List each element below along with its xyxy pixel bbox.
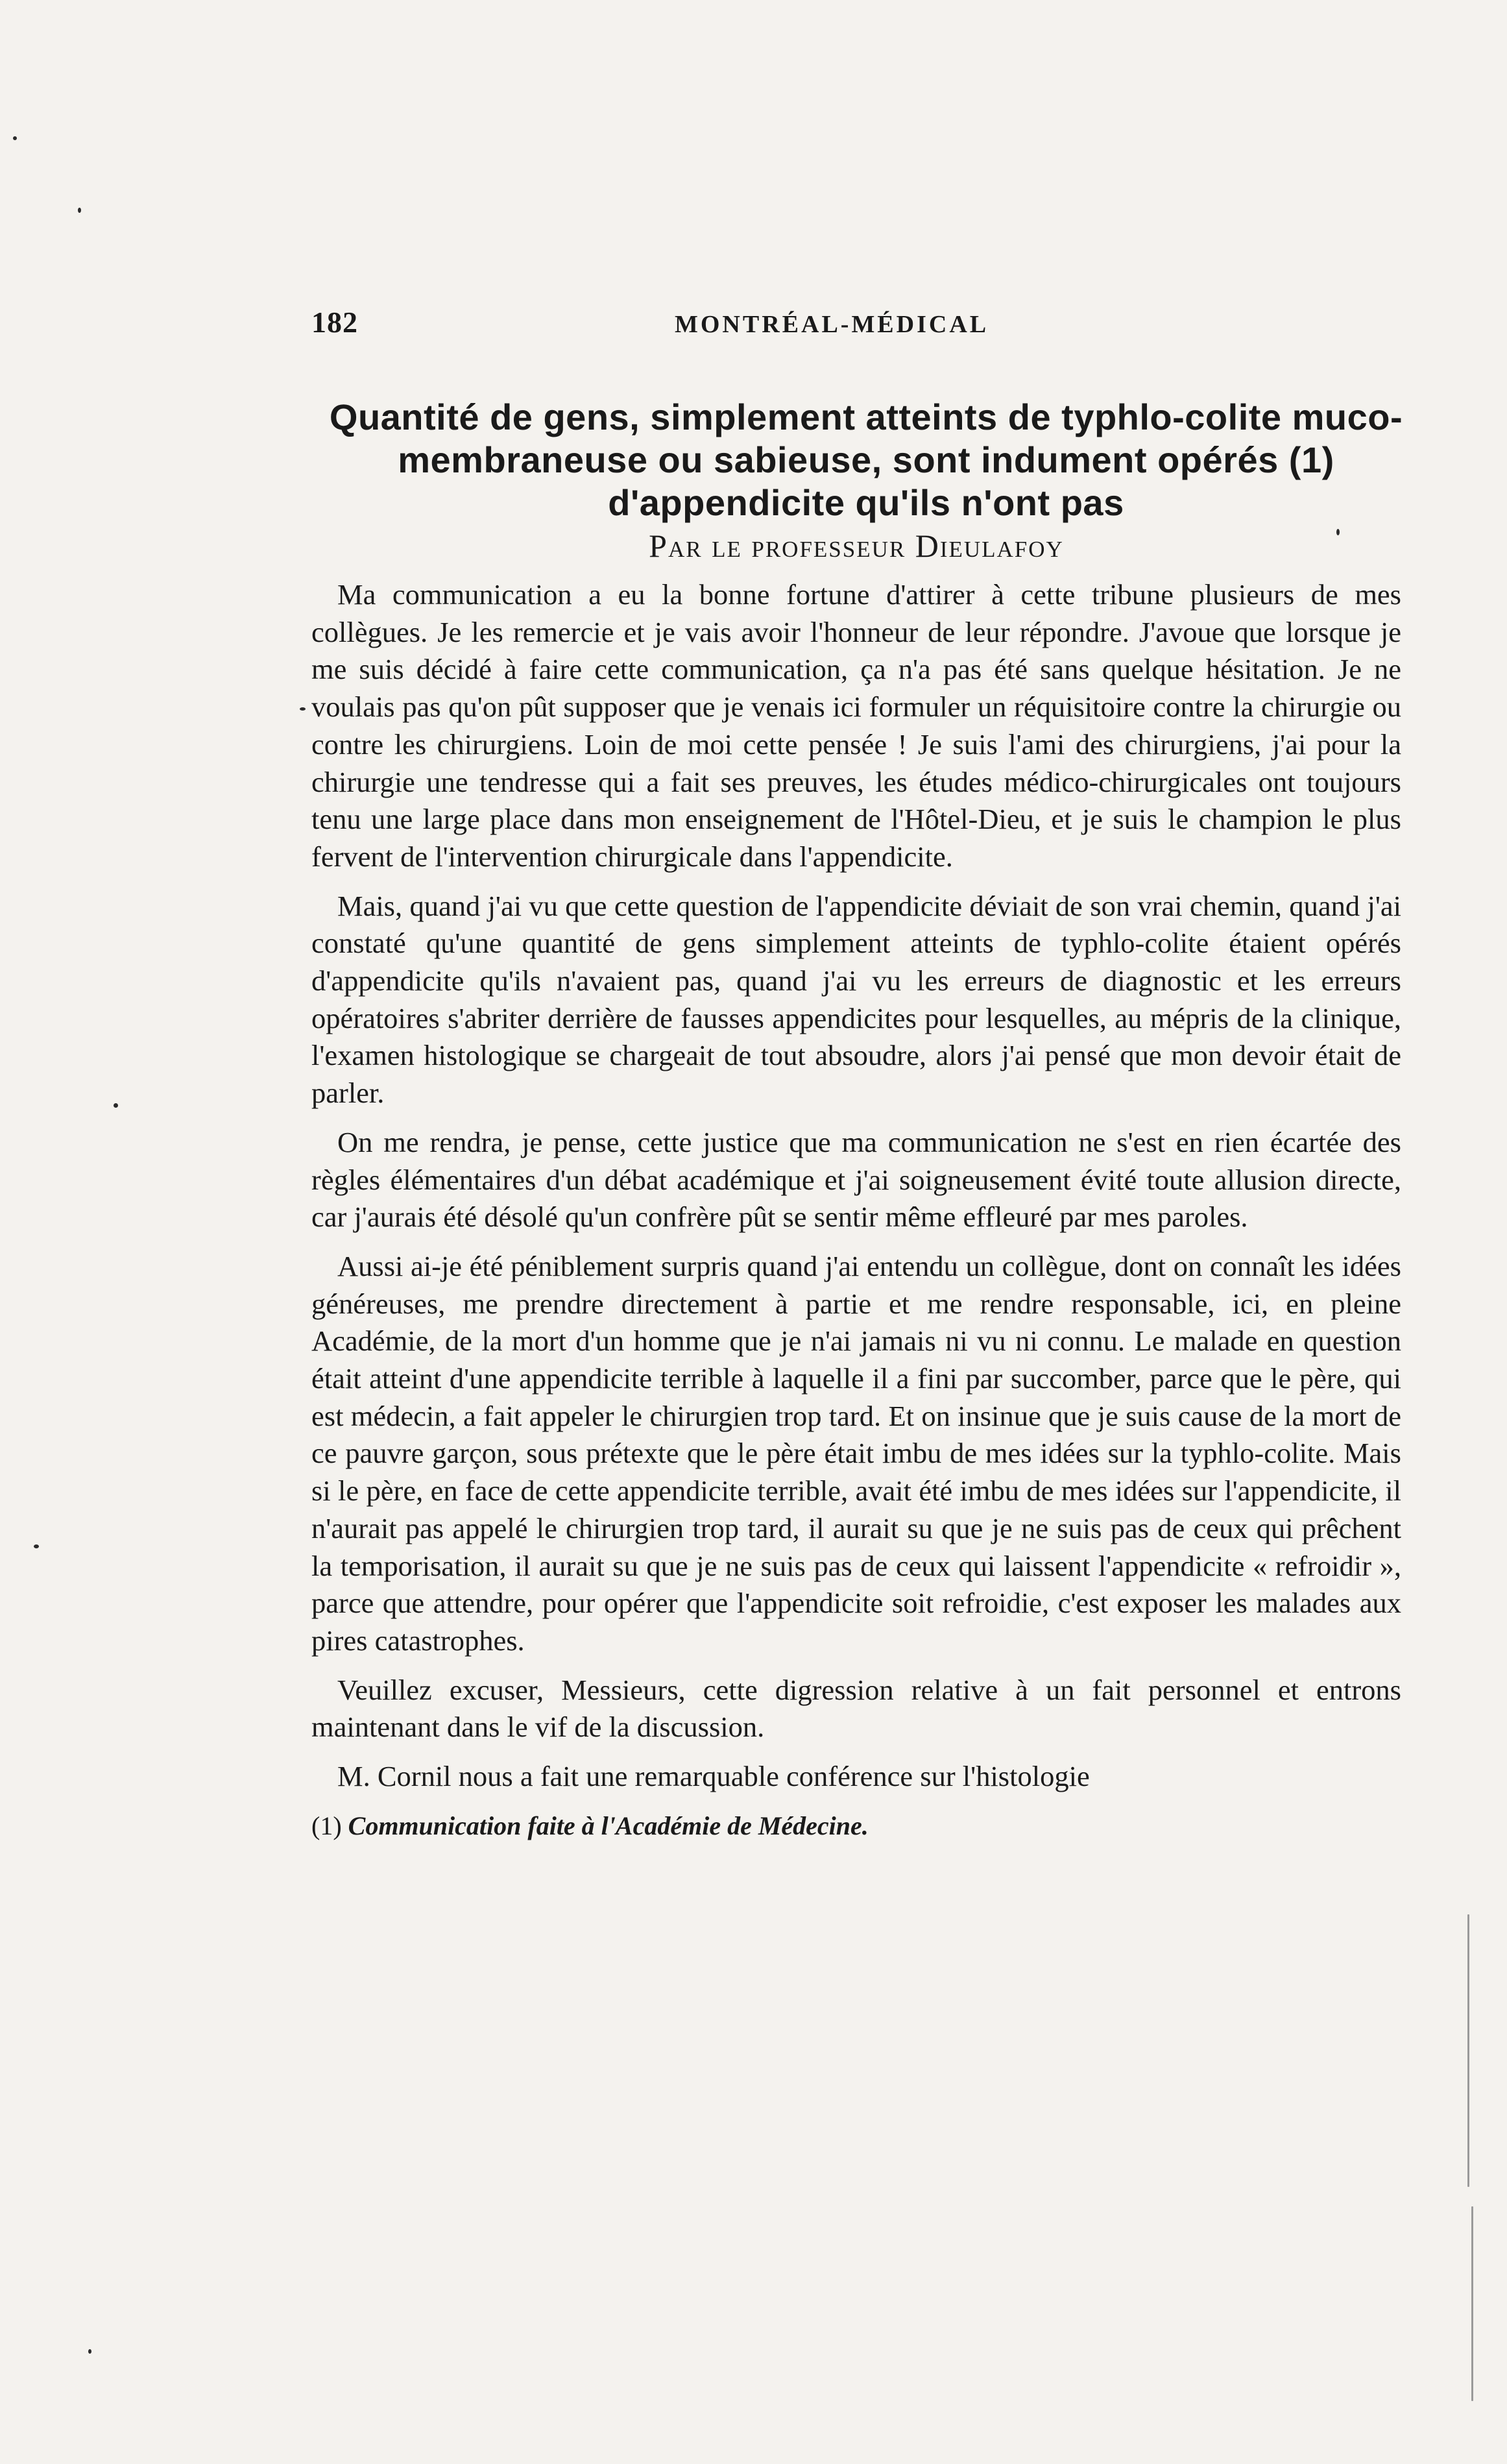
paragraph: On me rendra, je pense, cette justice que ma communication ne s'est en rien écartée des règles élémentaires d'un débat académique et j'ai soigneusement évité toute allusion directe, car j'aurais été désolé qu'un confrère pût se sentir même effleuré par mes paroles.	[311, 1125, 1401, 1234]
scan-speck	[13, 136, 17, 140]
paragraph: Veuillez excuser, Messieurs, cette digression relative à un fait personnel et entrons maintenant dans le vif de la discussion.	[311, 1673, 1401, 1744]
page-number: 182	[311, 306, 358, 339]
article-byline: Par le professeur Dieulafoy	[649, 528, 1064, 564]
paragraph: Mais, quand j'ai vu que cette question de l'appendicite déviait de son vrai chemin, quand j'ai constaté qu'une quantité de gens simplement atteints de typhlo-colite étaient opérés d'appendicite qu'ils n'avaient pas, quand j'ai vu les erreurs de diagnostic et les erreurs opératoires s'abriter derrière de fausses appendicites pour lesquelles, au mépris de la clinique, l'examen histologique se chargeait de tout absoudre, alors j'ai pensé que mon devoir était de parler.	[311, 889, 1401, 1110]
scan-speck	[34, 1544, 39, 1548]
scan-speck	[300, 707, 306, 711]
document-page	[311, 305, 1401, 1842]
scan-speck	[1467, 1914, 1469, 2187]
footnote-mark: (1)	[311, 1811, 342, 1840]
footnote	[311, 1810, 1401, 1842]
scan-speck	[114, 1103, 118, 1108]
scan-speck	[1471, 2206, 1473, 2401]
paragraph: Aussi ai-je été péniblement surpris quand j'ai entendu un collègue, dont on connaît les idées généreuses, me prendre directement à partie et me rendre responsable, ici, en pleine Académie, de la mort d'un homme que je n'ai jamais ni vu ni connu. Le malade en question était atteint d'une appendicite terrible à laquelle il a fini par succomber, parce que le père, qui est médecin, a fait appeler le chirurgien trop tard. Et on insinue que je suis cause de la mort de ce pauvre garçon, sous prétexte que le père était imbu de mes idées sur la typhlo-colite. Mais si le père, en face de cette appendicite terrible, avait été imbu de mes idées sur l'appendicite, il n'aurait pas appelé le chirurgien trop tard, il aurait su que je ne suis pas de ceux qui prêchent la temporisation, il aurait su que je ne suis pas de ceux qui laissent l'appendicite « refroidir », parce que attendre, pour opérer que l'appendicite soit refroidie, c'est exposer les malades aux pires catastrophes.	[311, 1249, 1401, 1657]
scan-speck	[88, 2349, 91, 2354]
paragraph: M. Cornil nous a fait une remarquable conférence sur l'histologie	[337, 1760, 1090, 1793]
article-title: Quantité de gens, simplement atteints de typhlo-colite muco-membraneuse ou sabieuse, sont indument opérés (1) d'appendicite qu'ils n'ont pas	[329, 396, 1403, 523]
article-body	[311, 576, 1401, 1796]
journal-name: MONTRÉAL-MÉDICAL	[675, 311, 989, 338]
footnote-text: Communication faite à l'Académie de Médecine.	[348, 1811, 869, 1840]
paragraph: Ma communication a eu la bonne fortune d'attirer à cette tribune plusieurs de mes collègues. Je les remercie et je vais avoir l'honneur de leur répondre. J'avoue que lorsque je me suis décidé à faire cette communication, ça n'a pas été sans quelque hésitation. Je ne voulais pas qu'on pût supposer que je venais ici formuler un réquisitoire contre la chirurgie ou contre les chirurgiens. Loin de moi cette pensée ! Je suis l'ami des chirurgiens, j'ai pour la chirurgie une tendresse qui a fait ses preuves, les études médico-chirurgicales ont toujours tenu une large place dans mon enseignement de l'Hôtel-Dieu, et je suis le champion le plus fervent de l'intervention chirurgicale dans l'appendicite.	[311, 578, 1401, 873]
running-head	[311, 305, 1401, 357]
scan-speck	[1336, 529, 1340, 535]
scan-speck	[78, 208, 81, 213]
